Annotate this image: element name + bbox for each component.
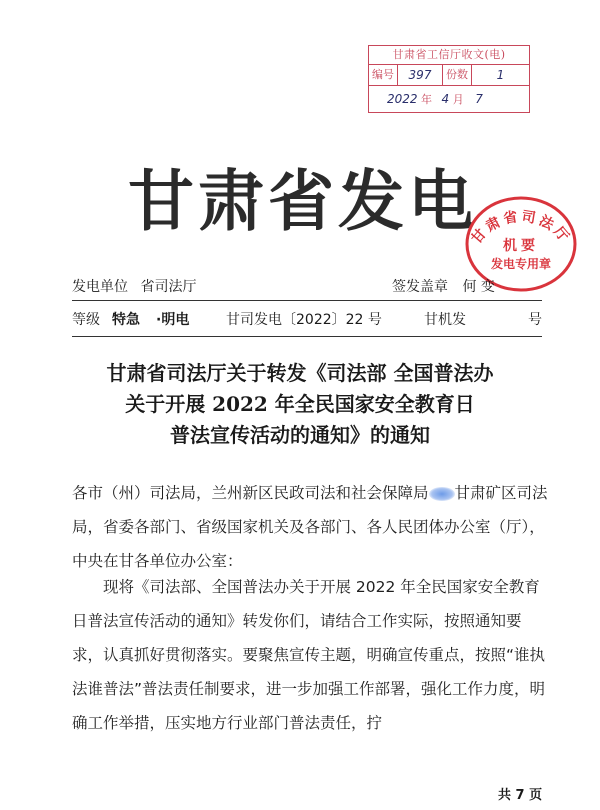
receipt-date-year: 2022 [387,92,418,106]
machine-send-suffix: 号 [528,312,542,328]
addressee-text-part1: 各市（州）司法局，兰州新区民政司法和社会保障局 [72,484,429,502]
signer-label: 签发盖章 [392,279,448,295]
receipt-date-day: 7 [475,92,483,106]
sender-line [72,276,542,296]
receipt-number-label: 编号 [369,65,398,85]
document-title-line: 关于开展 2022 年全民国家安全教育日 [125,392,475,416]
receipt-date-month: 4 [441,92,450,106]
document-number: 甘司发电〔2022〕22 号 [226,312,382,328]
receipt-copies-value: 1 [496,68,505,82]
receipt-stamp [368,45,530,113]
machine-send-label: 甘机发 [424,312,466,328]
receipt-copies-label: 份数 [443,65,472,85]
sender-label: 发电单位 [72,279,128,295]
divider-rule [72,336,542,337]
receipt-title: 甘肃省工信厅收文(电) [369,46,529,65]
body-paragraph: 现将《司法部、全国普法办关于开展 2022 年全民国家安全教育日普法宣传活动的通知》转发你们，请结合工作实际，按照通知要求，认真抓好贯彻落实。要聚焦宣传主题，明确宣传重点，按照“谁执法谁普法”普法责任制要求，进一步加强工作部署，强化工作力度，明确工作举措，压实地方行业部门普法责任，拧 [72,578,546,732]
receipt-date [369,86,529,110]
sender-value: 省司法厅 [140,279,197,295]
document-title [60,358,540,451]
ink-smudge [429,487,455,501]
signer-value: 何 变 [462,279,495,295]
receipt-number-value: 397 [398,65,443,85]
receipt-date-year-char: 年 [421,93,433,106]
receipt-number-row [369,65,529,86]
seal-line3: 发电专用章 [490,257,552,271]
document-title-line: 普法宣传活动的通知》的通知 [170,423,430,447]
clarity-label: ·明电 [156,312,190,328]
grade-label: 等级 [72,312,100,328]
page-count: 共 7 页 [498,788,543,803]
grade-value: 特急 [112,312,140,328]
addressee-text-part2: 甘肃矿区司法局，省委各部门、省级国家机关及各部门、各人民团体办公室（厅），中央在甘各单位办公室： [72,484,548,570]
addressee-block [72,476,550,578]
seal-arc-text: 甘肃省司法厅 [468,208,574,248]
document-title-line: 甘肃省司法厅关于转发《司法部 全国普法办 [106,361,494,385]
signer-block [392,276,495,296]
seal-line2: 机要 [503,238,539,254]
receipt-date-month-char: 月 [452,93,464,106]
telegram-header-title: 甘肃省发电 [128,163,478,240]
divider-rule [72,300,542,301]
